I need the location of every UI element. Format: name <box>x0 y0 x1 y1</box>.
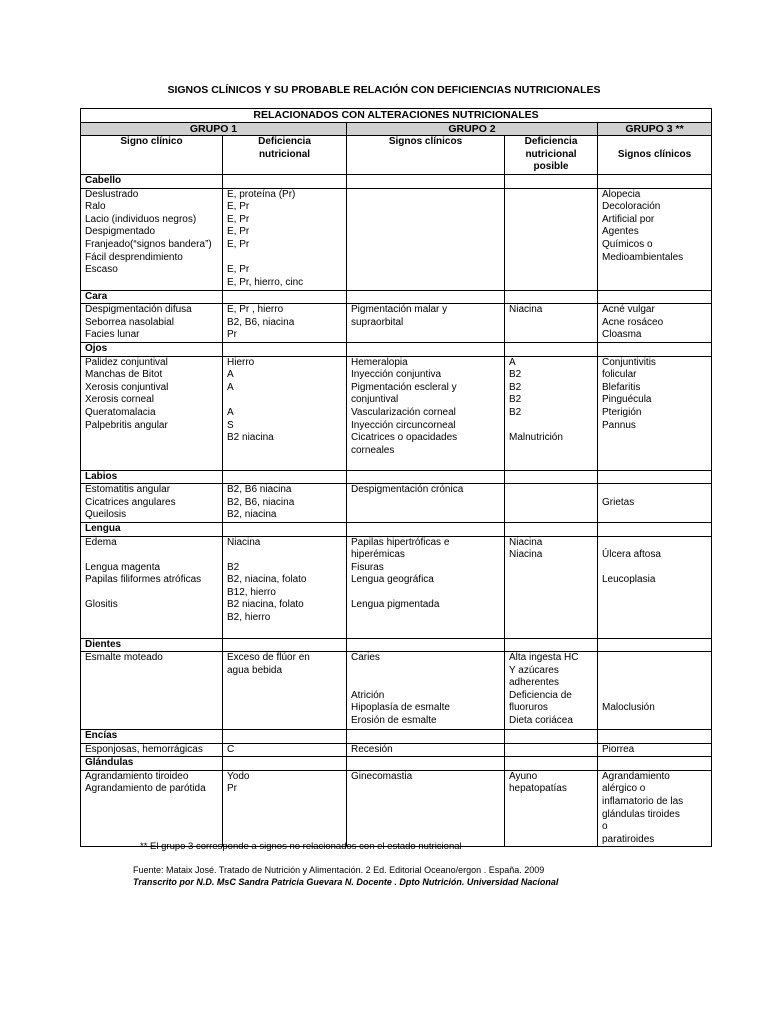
section-row-lengua <box>81 522 712 536</box>
cell-signs: Deslustrado Ralo Lacio (individuos negros) Despigmentado Franjeado(“signos bandera”) Fácil desprendimiento Escaso <box>81 188 223 290</box>
source-citation: Fuente: Mataix José. Tratado de Nutrición y Alimentación. 2 Ed. Editorial Oceano/ergon . España. 2009 <box>133 865 545 875</box>
document-title: SIGNOS CLÍNICOS Y SU PROBABLE RELACIÓN CON DEFICIENCIAS NUTRICIONALES <box>167 84 601 96</box>
cell-deficiency-g2: Alta ingesta HC Y azúcares adherentes Deficiencia de fluoruros Dieta coriácea <box>505 652 598 730</box>
footnote: ** El grupo 3 corresponde a signos no relacionados con el estado nutricional <box>140 841 462 852</box>
cell-signs: Agrandamiento tiroideo Agrandamiento de parótida <box>81 770 223 847</box>
section-row-encias <box>81 730 712 744</box>
cell-signs-g2: Caries Atrición Hipoplasía de esmalte Erosión de esmalte <box>347 652 505 730</box>
cell-signs-g2: Despigmentación crónica <box>347 484 505 523</box>
section-label: Lengua <box>81 522 223 536</box>
group-header-row <box>81 122 712 136</box>
section-row-labios <box>81 470 712 484</box>
group-1-header: GRUPO 1 <box>81 122 347 136</box>
cell-deficiency: Yodo Pr <box>223 770 347 847</box>
cell-signs-g3: Grietas <box>598 484 712 523</box>
transcription-credit: Transcrito por N.D. MsC Sandra Patricia Guevara N. Docente . Dpto Nutrición. Universidad Nacional <box>133 877 559 887</box>
cell-deficiency-g2 <box>505 188 598 290</box>
cell-signs: Despigmentación difusa Seborrea nasolabial Facies lunar <box>81 304 223 343</box>
cell-signs-g3: Maloclusión <box>598 652 712 730</box>
section-label: Dientes <box>81 638 223 652</box>
section-label: Ojos <box>81 342 223 356</box>
cell-signs-g3: Piorrea <box>598 743 712 757</box>
table-row-encias <box>81 743 712 757</box>
cell-signs: Esponjosas, hemorrágicas <box>81 743 223 757</box>
cell-signs-g3: Conjuntivitis folicular Blefaritis Pinguécula Pterigión Pannus <box>598 356 712 470</box>
table-row-lengua <box>81 536 712 638</box>
table-row-cabello <box>81 188 712 290</box>
cell-signs-g2: Recesión <box>347 743 505 757</box>
section-label: Encías <box>81 730 223 744</box>
cell-deficiency: C <box>223 743 347 757</box>
section-row-ojos <box>81 342 712 356</box>
cell-deficiency-g2 <box>505 743 598 757</box>
section-label: Cabello <box>81 174 223 188</box>
group-2-header: GRUPO 2 <box>347 122 598 136</box>
cell-signs-g3: Agrandamiento alérgico o inflamatorio de las glándulas tiroides o paratiroides <box>598 770 712 847</box>
column-header-row <box>81 136 712 175</box>
cell-deficiency-g2: Niacina <box>505 304 598 343</box>
cell-deficiency: B2, B6 niacina B2, B6, niacina B2, niacina <box>223 484 347 523</box>
section-row-cara <box>81 290 712 304</box>
table-top-header-row <box>81 109 712 123</box>
section-label: Cara <box>81 290 223 304</box>
section-label: Glándulas <box>81 757 223 771</box>
cell-signs-g2: Pigmentación malar y supraorbital <box>347 304 505 343</box>
cell-deficiency: E, Pr , hierro B2, B6, niacina Pr <box>223 304 347 343</box>
cell-signs: Palidez conjuntival Manchas de Bitot Xerosis conjuntival Xerosis corneal Queratomalacia Palpebritis angular <box>81 356 223 470</box>
table-row-labios <box>81 484 712 523</box>
cell-deficiency-g2: Niacina Niacina <box>505 536 598 638</box>
table-row-cara <box>81 304 712 343</box>
col-header-signos-clinicos-3: Signos clínicos <box>598 136 712 175</box>
top-header: RELACIONADOS CON ALTERACIONES NUTRICIONALES <box>81 109 712 123</box>
group-3-header: GRUPO 3 ** <box>598 122 712 136</box>
cell-signs: Estomatitis angular Cicatrices angulares Queilosis <box>81 484 223 523</box>
cell-signs-g3: Acné vulgar Acne rosáceo Cloasma <box>598 304 712 343</box>
cell-deficiency-g2: Ayuno hepatopatías <box>505 770 598 847</box>
col-header-signos-clinicos-2: Signos clínicos <box>347 136 505 175</box>
cell-signs-g2: Ginecomastia <box>347 770 505 847</box>
col-header-deficiencia-posible: Deficiencia nutricional posible <box>505 136 598 175</box>
table-row-glandulas <box>81 770 712 847</box>
cell-deficiency: E, proteína (Pr) E, Pr E, Pr E, Pr E, Pr E, Pr E, Pr, hierro, cinc <box>223 188 347 290</box>
cell-deficiency: Hierro A A A S B2 niacina <box>223 356 347 470</box>
cell-deficiency: Exceso de flúor en agua bebida <box>223 652 347 730</box>
cell-deficiency: Niacina B2 B2, niacina, folato B12, hierro B2 niacina, folato B2, hierro <box>223 536 347 638</box>
nutrition-signs-table <box>80 108 712 847</box>
section-row-dientes <box>81 638 712 652</box>
section-row-glandulas <box>81 757 712 771</box>
cell-signs-g3: Úlcera aftosa Leucoplasia <box>598 536 712 638</box>
cell-signs-g2: Hemeralopia Inyección conjuntiva Pigmentación escleral y conjuntival Vascularización corneal Inyección circuncorneal Cicatrices o opacidades corneales <box>347 356 505 470</box>
section-row-cabello <box>81 174 712 188</box>
table-row-dientes <box>81 652 712 730</box>
col-header-deficiencia: Deficiencia nutricional <box>223 136 347 175</box>
cell-signs-g3: Alopecia Decoloración Artificial por Agentes Químicos o Medioambientales <box>598 188 712 290</box>
cell-signs-g2: Papilas hipertróficas e hiperémicas Fisuras Lengua geográfica Lengua pigmentada <box>347 536 505 638</box>
cell-signs: Esmalte moteado <box>81 652 223 730</box>
cell-deficiency-g2 <box>505 484 598 523</box>
cell-signs-g2 <box>347 188 505 290</box>
table-row-ojos <box>81 356 712 470</box>
col-header-signo-clinico: Signo clínico <box>81 136 223 175</box>
cell-signs: Edema Lengua magenta Papilas filiformes atróficas Glositis <box>81 536 223 638</box>
section-label: Labios <box>81 470 223 484</box>
cell-deficiency-g2: A B2 B2 B2 B2 Malnutrición <box>505 356 598 470</box>
